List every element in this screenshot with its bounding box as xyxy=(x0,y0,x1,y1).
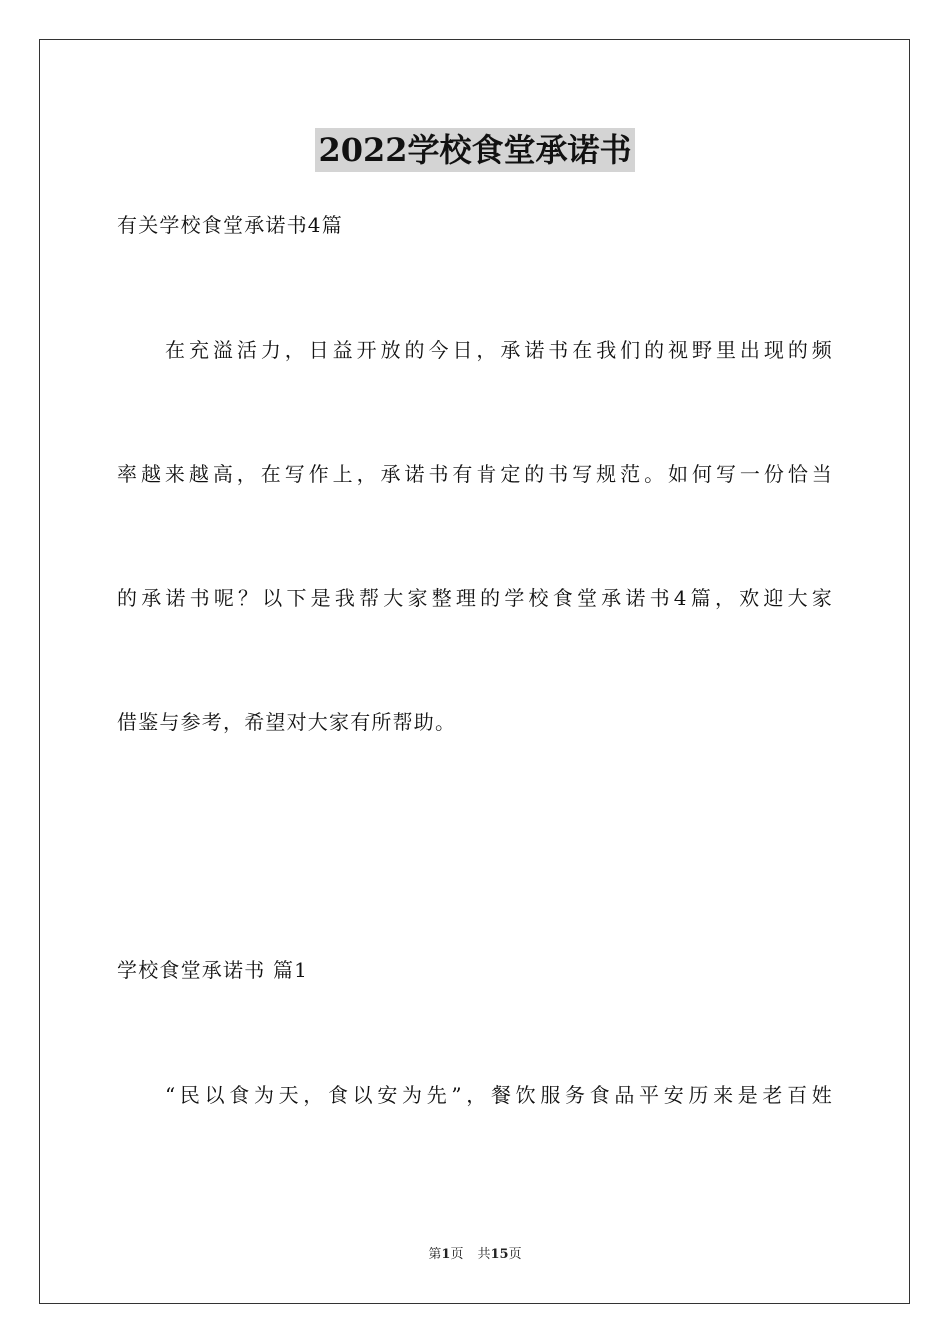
footer-page-total: 15 xyxy=(490,1247,509,1262)
footer-total-prefix: 共 xyxy=(477,1247,491,1262)
section-heading: 学校食堂承诺书 篇1 xyxy=(117,958,309,982)
intro-line-3: 的承诺书呢？以下是我帮大家整理的学校食堂承诺书4篇，欢迎大家 xyxy=(117,586,833,610)
document-title-wrapper xyxy=(0,128,950,178)
document-title: 2022学校食堂承诺书 xyxy=(315,128,634,172)
intro-line-4: 借鉴与参考，希望对大家有所帮助。 xyxy=(117,710,457,734)
intro-line-1: 在充溢活力，日益开放的今日，承诺书在我们的视野里出现的频 xyxy=(165,338,833,362)
footer-page-unit: 页 xyxy=(450,1247,464,1262)
footer-page-prefix: 第 xyxy=(428,1247,442,1262)
section-first-line: “民以食为天，食以安为先”，餐饮服务食品平安历来是老百姓 xyxy=(165,1083,833,1107)
document-subtitle: 有关学校食堂承诺书4篇 xyxy=(117,213,343,237)
intro-line-2: 率越来越高，在写作上，承诺书有肯定的书写规范。如何写一份恰当 xyxy=(117,462,833,486)
page-footer xyxy=(0,1246,950,1264)
footer-page-current: 1 xyxy=(441,1247,451,1262)
footer-total-unit: 页 xyxy=(508,1247,522,1262)
